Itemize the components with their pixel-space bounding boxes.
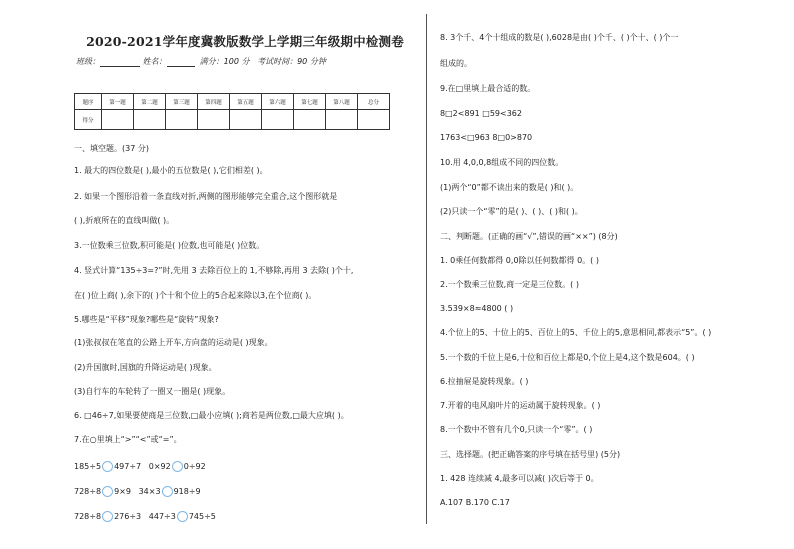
score-header-cell: 第五题 — [230, 94, 262, 110]
exam-info — [76, 56, 326, 67]
question-line: 6.拉抽屉是旋转现象。( ) — [440, 377, 529, 386]
question-line: 1. 最大的四位数是( ),最小的五位数是( ),它们相差( )。 — [74, 166, 268, 175]
score-cell[interactable] — [134, 110, 166, 130]
score-table — [74, 93, 390, 130]
compare-expr: 9×9 — [114, 487, 131, 496]
score-cell[interactable] — [102, 110, 134, 130]
score-cell[interactable] — [262, 110, 294, 130]
score-row-label: 得分 — [75, 110, 102, 130]
compare-row — [74, 511, 216, 522]
score-cell[interactable] — [358, 110, 390, 130]
score-header-cell: 总分 — [358, 94, 390, 110]
compare-expr: 34×3 — [138, 487, 161, 496]
class-label: 班级： — [76, 57, 100, 66]
section-heading: 三、选择题。(把正确答案的序号填在括号里) (5分) — [440, 450, 621, 459]
score-header-cell: 第八题 — [326, 94, 358, 110]
score-header-cell: 第六题 — [262, 94, 294, 110]
question-line: 8□2<891 □59<362 — [440, 109, 522, 118]
answer-options: A.107 B.170 C.17 — [440, 498, 510, 507]
question-line: (1)两个“0”都不读出来的数是( )和( )。 — [440, 183, 579, 192]
question-line: 9.在□里填上最合适的数。 — [440, 84, 536, 93]
question-line: 2.一个数乘三位数,商一定是三位数。( ) — [440, 280, 579, 289]
question-line: 8. 3个千、4个十组成的数是( ),6028是由( )个千、( )个十、( )个一 — [440, 33, 679, 42]
compare-row — [74, 486, 201, 497]
compare-circle[interactable] — [102, 486, 113, 497]
question-line: ( ),折痕所在的直线叫做( )。 — [74, 216, 175, 225]
question-line: 6. □46÷7,如果要使商是三位数,□最小应填( );商若是两位数,□最大应填( )。 — [74, 411, 349, 420]
compare-expr: 0×92 — [148, 462, 171, 471]
score-cell[interactable] — [198, 110, 230, 130]
question-line: 7.在○里填上“>”“<”或“=”。 — [74, 435, 182, 444]
question-line: (2)只读一个“零”的是( )、( )、( )和( )。 — [440, 207, 583, 216]
compare-row — [74, 461, 206, 472]
question-line: 10.用 4,0,0,8组成不同的四位数。 — [440, 158, 564, 167]
score-header-cell: 题序 — [75, 94, 102, 110]
question-line: 8.一个数中不管有几个0,只读一个“零”。( ) — [440, 425, 593, 434]
compare-expr: 728÷8 — [74, 487, 102, 496]
question-line: (3)自行车的车轮转了一圈又一圈是( )现象。 — [74, 387, 231, 396]
compare-expr: 447÷3 — [148, 512, 176, 521]
question-line: 7.开着的电风扇叶片的运动属于旋转现象。( ) — [440, 401, 601, 410]
question-line: 4.个位上的5、十位上的5、百位上的5、千位上的5,意思相同,都表示“5”。( ) — [440, 328, 712, 337]
score-header-cell: 第二题 — [134, 94, 166, 110]
score-header-cell: 第四题 — [198, 94, 230, 110]
question-line: 组成的。 — [440, 59, 472, 68]
question-line: 5.哪些是“平移”现象?哪些是“旋转”现象? — [74, 315, 219, 324]
question-line: 在( )位上商( ),余下的( )个十和个位上的5合起来除以3,在个位商( )。 — [74, 291, 317, 300]
score-cell[interactable] — [326, 110, 358, 130]
column-divider — [426, 14, 427, 524]
section-heading: 二、判断题。(正确的画“√”,错误的画“××”) (8分) — [440, 232, 618, 241]
compare-expr: 497÷7 — [114, 462, 142, 471]
compare-expr: 0÷92 — [183, 462, 206, 471]
question-line: 5.一个数的千位上是6,十位和百位上都是0,个位上是4,这个数是604。( ) — [440, 353, 695, 362]
question-line: 1. 0乘任何数都得 0,0除以任何数都得 0。( ) — [440, 256, 599, 265]
compare-circle[interactable] — [162, 486, 173, 497]
compare-circle[interactable] — [102, 461, 113, 472]
question-line: 4. 竖式计算“135÷3=?”时,先用 3 去除百位上的 1,不够除,再用 3 去除( )个十, — [74, 266, 354, 275]
score-header-cell: 第三题 — [166, 94, 198, 110]
class-blank — [100, 57, 140, 67]
time-label: 考试时间：90 分钟 — [257, 57, 326, 66]
question-line: (2)升国旗时,国旗的升降运动是( )现象。 — [74, 363, 217, 372]
compare-expr: 728÷8 — [74, 512, 102, 521]
question-line: 2. 如果一个图形沿着一条直线对折,两侧的图形能够完全重合,这个图形就是 — [74, 192, 338, 201]
score-cell[interactable] — [294, 110, 326, 130]
name-blank — [167, 57, 195, 67]
question-line: (1)张叔叔在笔直的公路上开车,方向盘的运动是( )现象。 — [74, 338, 273, 347]
question-line: 3.一位数乘三位数,积可能是( )位数,也可能是( )位数。 — [74, 241, 265, 250]
score-cell[interactable] — [166, 110, 198, 130]
score-header-cell: 第一题 — [102, 94, 134, 110]
section-heading: 一、填空题。(37 分) — [74, 144, 149, 153]
compare-expr: 185÷5 — [74, 462, 102, 471]
compare-circle[interactable] — [172, 461, 183, 472]
question-line: 1. 428 连续减 4,最多可以减( )次后等于 0。 — [440, 474, 599, 483]
score-header-cell: 第七题 — [294, 94, 326, 110]
question-line: 1763<□963 8□0>870 — [440, 133, 533, 142]
score-cell[interactable] — [230, 110, 262, 130]
compare-expr: 745÷5 — [188, 512, 216, 521]
compare-expr: 918÷9 — [173, 487, 201, 496]
question-line: 3.539×8≈4800 ( ) — [440, 304, 514, 313]
compare-expr: 276÷3 — [114, 512, 142, 521]
compare-circle[interactable] — [102, 511, 113, 522]
score-label: 满分：100 分 — [199, 57, 250, 66]
compare-circle[interactable] — [177, 511, 188, 522]
page-title: 2020-2021学年度冀教版数学上学期三年级期中检测卷 — [86, 34, 404, 49]
name-label: 姓名： — [142, 57, 167, 66]
